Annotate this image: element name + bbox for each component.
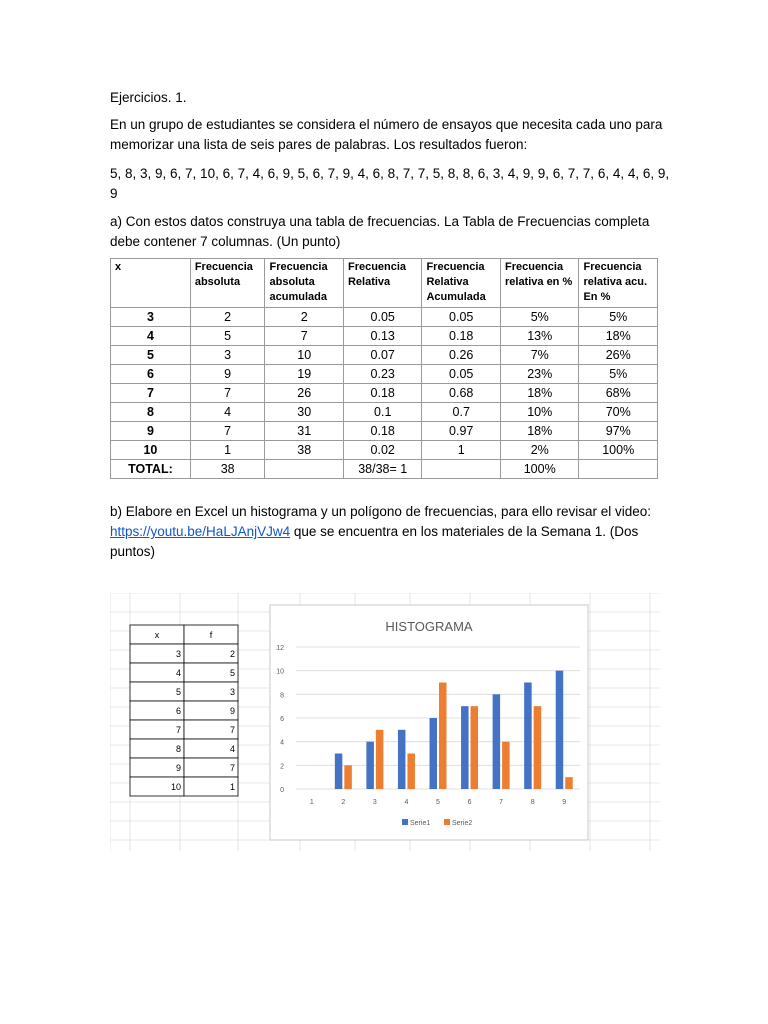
table-cell: 8 [111,403,191,422]
table-cell: 2 [265,308,343,327]
table-cell: 4 [111,327,191,346]
part-b-text-end: que se encuentra en los materiales de la Semana 1. (Dos puntos) [110,524,639,559]
table-cell: 19 [265,365,343,384]
table-cell: 38/38= 1 [343,460,421,479]
table-cell: 7 [190,384,265,403]
table-cell: 1 [190,441,265,460]
table-cell: 68% [579,384,658,403]
column-header: Frecuencia Relativa Acumulada [422,259,501,308]
table-cell: 2 [190,308,265,327]
table-cell: TOTAL: [111,460,191,479]
column-header: Frecuencia absoluta acumulada [265,259,343,308]
bar-serie1-7 [493,694,501,789]
table-cell: 31 [265,422,343,441]
table-cell: 5 [190,327,265,346]
part-b-instructions [110,502,670,562]
table-cell: 26% [579,346,658,365]
bar-serie1-5 [430,718,438,789]
x-tick-label: 6 [467,799,472,806]
bar-serie2-2 [344,765,352,789]
excel-value: 6 [175,706,181,716]
table-cell [422,460,501,479]
x-tick-label: 3 [372,799,377,806]
table-cell: 0.68 [422,384,501,403]
table-row [111,384,658,403]
table-cell: 100% [579,441,658,460]
x-tick-label: 2 [341,799,346,806]
intro-paragraph: En un grupo de estudiantes se considera el número de ensayos que necesita cada uno para memorizar una lista de seis pares de palabras. Los resultados fueron: [110,117,663,152]
table-cell: 10 [111,441,191,460]
column-header: Frecuencia relativa acu. En % [579,259,658,308]
x-tick-label: 8 [530,799,535,806]
table-cell: 10% [500,403,578,422]
table-cell: 0.23 [343,365,421,384]
y-tick-label: 12 [276,645,284,652]
table-cell: 70% [579,403,658,422]
excel-value: 10 [170,782,181,792]
excel-value: 4 [229,744,235,754]
table-cell: 18% [500,422,578,441]
table-cell: 13% [500,327,578,346]
column-header: Frecuencia relativa en % [500,259,578,308]
table-cell: 0.1 [343,403,421,422]
x-tick-label: 9 [562,799,567,806]
table-cell: 97% [579,422,658,441]
table-cell: 0.05 [422,308,501,327]
excel-value: 9 [175,763,181,773]
table-cell: 0.18 [343,422,421,441]
bar-serie2-9 [565,777,573,789]
y-tick-label: 0 [280,787,284,794]
table-row [111,327,658,346]
bar-serie1-9 [556,671,564,789]
excel-value: 2 [229,649,235,659]
column-header: Frecuencia Relativa [343,259,421,308]
table-cell: 18% [500,384,578,403]
column-header: x [111,259,191,308]
excel-value: 1 [229,782,235,792]
excel-screenshot [110,593,660,851]
table-cell: 38 [190,460,265,479]
excel-value: 3 [229,687,235,697]
table-row [111,308,658,327]
table-cell: 5% [500,308,578,327]
table-cell: 23% [500,365,578,384]
bar-serie2-3 [376,730,384,789]
bar-serie2-4 [407,754,415,790]
video-link[interactable]: https://youtu.be/HaLJAnjVJw4 [110,524,291,539]
table-cell: 3 [111,308,191,327]
table-cell: 0.18 [343,384,421,403]
excel-value: 3 [175,649,181,659]
excel-value: 9 [229,706,235,716]
part-a-instructions: a) Con estos datos construya una tabla de frecuencias. La Tabla de Frecuencias completa debe contener 7 columnas. (Un punto) [110,214,650,249]
table-cell: 9 [190,365,265,384]
table-cell [265,460,343,479]
table-header-row [111,259,658,308]
table-cell: 4 [190,403,265,422]
table-cell: 100% [500,460,578,479]
y-tick-label: 8 [280,692,284,700]
excel-value: 7 [175,725,181,735]
excel-value: 7 [229,763,235,773]
bar-serie1-8 [524,683,532,790]
table-cell: 6 [111,365,191,384]
table-cell: 10 [265,346,343,365]
table-cell: 7 [265,327,343,346]
y-tick-label: 6 [280,716,284,723]
table-cell: 5 [111,346,191,365]
excel-value: 8 [175,744,181,754]
table-row [111,346,658,365]
table-cell: 7 [190,422,265,441]
table-row [111,365,658,384]
legend-label: Serie2 [452,820,473,827]
heading: Ejercicios. 1. [110,90,187,105]
table-cell: 0.7 [422,403,501,422]
x-tick-label: 4 [404,799,409,806]
table-cell: 0.07 [343,346,421,365]
table-cell: 0.97 [422,422,501,441]
bar-serie1-4 [398,730,406,789]
table-cell: 7% [500,346,578,365]
bar-serie2-8 [534,706,542,789]
table-cell: 3 [190,346,265,365]
table-cell: 1 [422,441,501,460]
chart-title: HISTOGRAMA [385,619,473,634]
excel-header: x [154,630,160,640]
x-tick-label: 7 [499,799,504,806]
table-cell: 0.18 [422,327,501,346]
table-cell: 0.26 [422,346,501,365]
frequency-table [110,258,658,479]
total-row [111,460,658,479]
excel-data-table [130,625,238,796]
table-cell: 0.05 [422,365,501,384]
table-cell: 2% [500,441,578,460]
column-header: Frecuencia absoluta [190,259,265,308]
bar-serie2-7 [502,742,510,789]
table-cell: 5% [579,365,658,384]
histogram-chart [270,605,588,840]
table-cell: 26 [265,384,343,403]
table-cell: 30 [265,403,343,422]
part-b-text: b) Elabore en Excel un histograma y un polígono de frecuencias, para ello revisar el video: [110,504,652,519]
excel-value: 7 [229,725,235,735]
bar-serie2-5 [439,683,447,790]
data-values: 5, 8, 3, 9, 6, 7, 10, 6, 7, 4, 6, 9, 5, 6, 7, 9, 4, 6, 8, 7, 7, 5, 8, 8, 6, 3, 4, 9, 9, 6, 7, 7, 6, 4, 4, 6, 9, 9 [110,166,670,201]
table-cell: 0.02 [343,441,421,460]
excel-value: 4 [175,668,181,678]
excel-header: f [209,630,213,640]
y-tick-label: 2 [280,763,284,771]
table-cell: 5% [579,308,658,327]
legend-swatch [402,819,408,825]
table-cell: 38 [265,441,343,460]
legend-label: Serie1 [410,820,431,827]
table-row [111,441,658,460]
table-cell: 0.13 [343,327,421,346]
table-cell [579,460,658,479]
bar-serie1-2 [335,754,343,790]
bar-serie2-6 [471,706,479,789]
x-tick-label: 1 [309,799,314,806]
table-row [111,403,658,422]
bar-serie1-3 [366,742,374,789]
table-cell: 7 [111,384,191,403]
table-cell: 9 [111,422,191,441]
legend-swatch [444,819,450,825]
bar-serie1-6 [461,706,469,789]
table-row [111,422,658,441]
table-cell: 18% [579,327,658,346]
y-tick-label: 10 [276,668,284,676]
excel-value: 5 [229,668,235,678]
excel-value: 5 [175,687,181,697]
table-cell: 0.05 [343,308,421,327]
x-tick-label: 5 [436,799,440,806]
y-tick-label: 4 [280,739,284,747]
